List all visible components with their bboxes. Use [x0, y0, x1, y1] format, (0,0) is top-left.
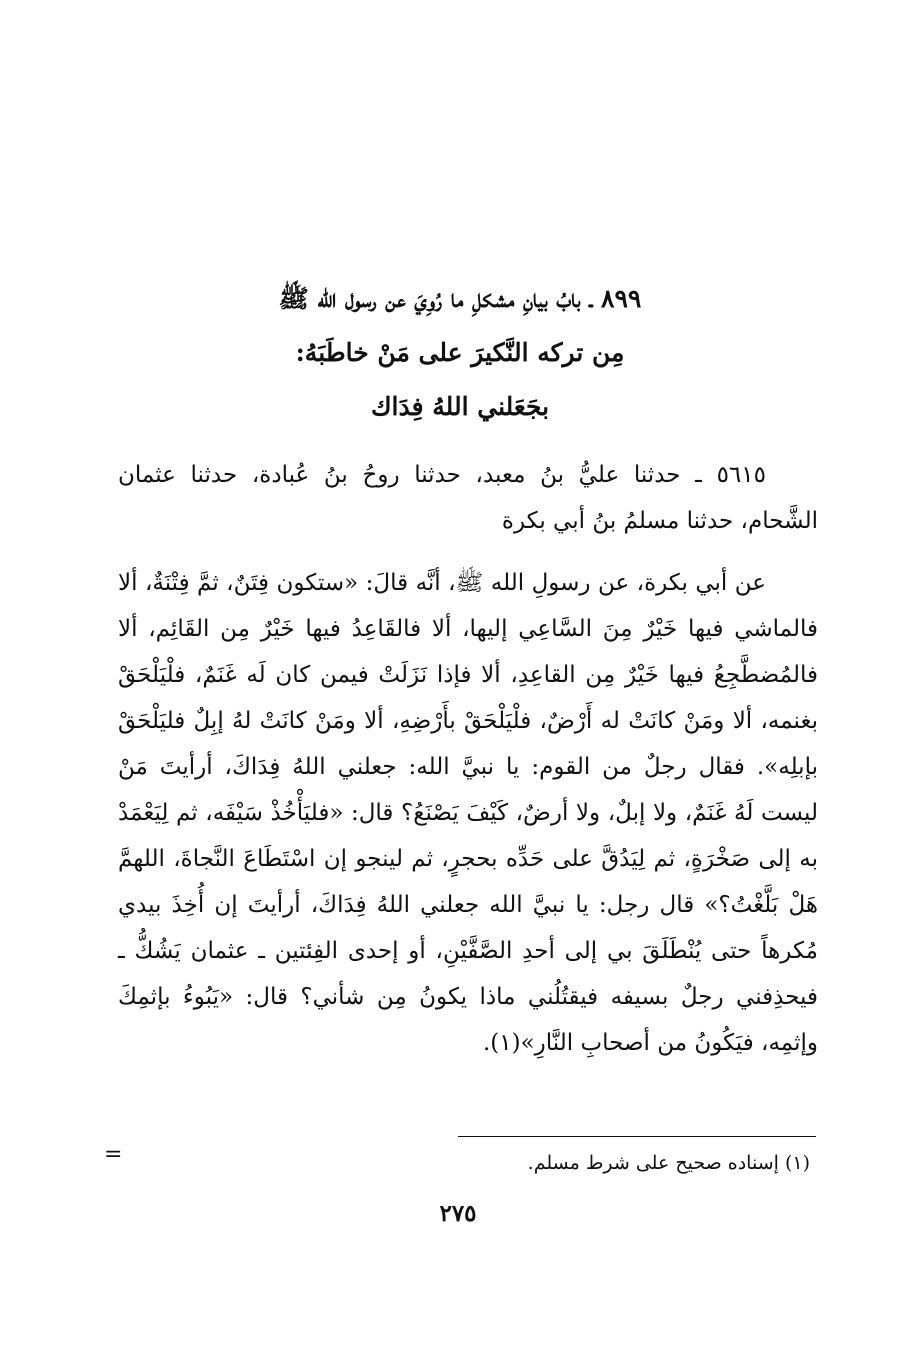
- chapter-title-line-3: بجَعَلني اللهُ فِدَاك: [370, 392, 550, 421]
- footnote: (١) إسناده صحيح على شرط مسلم.: [527, 1152, 810, 1174]
- hadith-chain: [118, 452, 818, 544]
- hadith-body: [118, 560, 818, 1066]
- hadith-body-text: عن أبي بكرة، عن رسولِ الله ﷺ، أنَّه قالَ: «ستكون فِتَنٌ، ثمَّ فِتْنَةٌ، ألا فالماشي فيها خَيْرٌ مِنَ السَّاعِي إليها، ألا فالقَاعِدُ فيها خَيْرٌ مِن القَائِم، ألا فالمُضطَّجِعُ فيها خَيْرٌ مِن القاعِدِ، ألا فإذا نَزَلَتْ فيمن كان لَه غَنَمٌ، فلْيَلْحَقْ بغنمه، ألا ومَنْ كانَتْ له أَرْضٌ، فلْيَلْحَقْ بأَرْضِهِ، ألا ومَنْ كانَتْ لهُ إبِلٌ فليَلْحَقْ بإبلِه». فقال رجلٌ من القوم: يا نبيَّ الله: جعلني اللهُ فِدَاكَ، أرأيتَ مَنْ ليست لَهُ غَنَمٌ، ولا إبلٌ، ولا أرضٌ، كَيْفَ يَصْنَعُ؟ قال: «فليَأْخُذْ سَيْفَه، ثم لِيَعْمَدْ به إلى صَخْرَةٍ، ثم لِيَدُقَّ على حَدِّه بحجرٍ، ثم لينجو إن اسْتَطَاعَ النَّجاةَ، اللهمَّ هَلْ بَلَّغْتُ؟» قال رجل: يا نبيَّ الله جعلني اللهُ فِدَاكَ، أرأيتَ إن أُخِذَ بيدي مُكرهاً حتى يُنْطَلَقَ بي إلى أحدِ الصَّفَّيْنِ، أو إحدى الفِئتين ـ عثمان يَشُكُّ ـ فيحذِفني رجلٌ بسيفه فيقتُلُني ماذا يكونُ مِن شأني؟ قال: «يَبُوءُ بإثمِكَ وإثمِه، فيَكُونُ من أصحابِ النَّارِ»(١).: [118, 570, 818, 1056]
- chapter-title-line-2: مِن تركه النَّكيرَ على مَنْ خاطَبَهُ:: [295, 338, 625, 367]
- chapter-heading: [110, 272, 810, 434]
- continuation-mark: =: [104, 1142, 123, 1167]
- chapter-title-line-1: ٨٩٩ ـ بابُ بيانِ مشكلِ ما رُوِيَ عن رسول الله ﷺ: [278, 284, 642, 313]
- hadith-chain-text: ٥٦١٥ ـ حدثنا عليُّ بنُ معبد، حدثنا روحُ بنُ عُبادة، حدثنا عثمان الشَّحام، حدثنا مسلمُ بنُ أبي بكرة: [118, 462, 818, 534]
- footnote-divider: [458, 1136, 816, 1137]
- page-number: ٢٧٥: [439, 1200, 477, 1227]
